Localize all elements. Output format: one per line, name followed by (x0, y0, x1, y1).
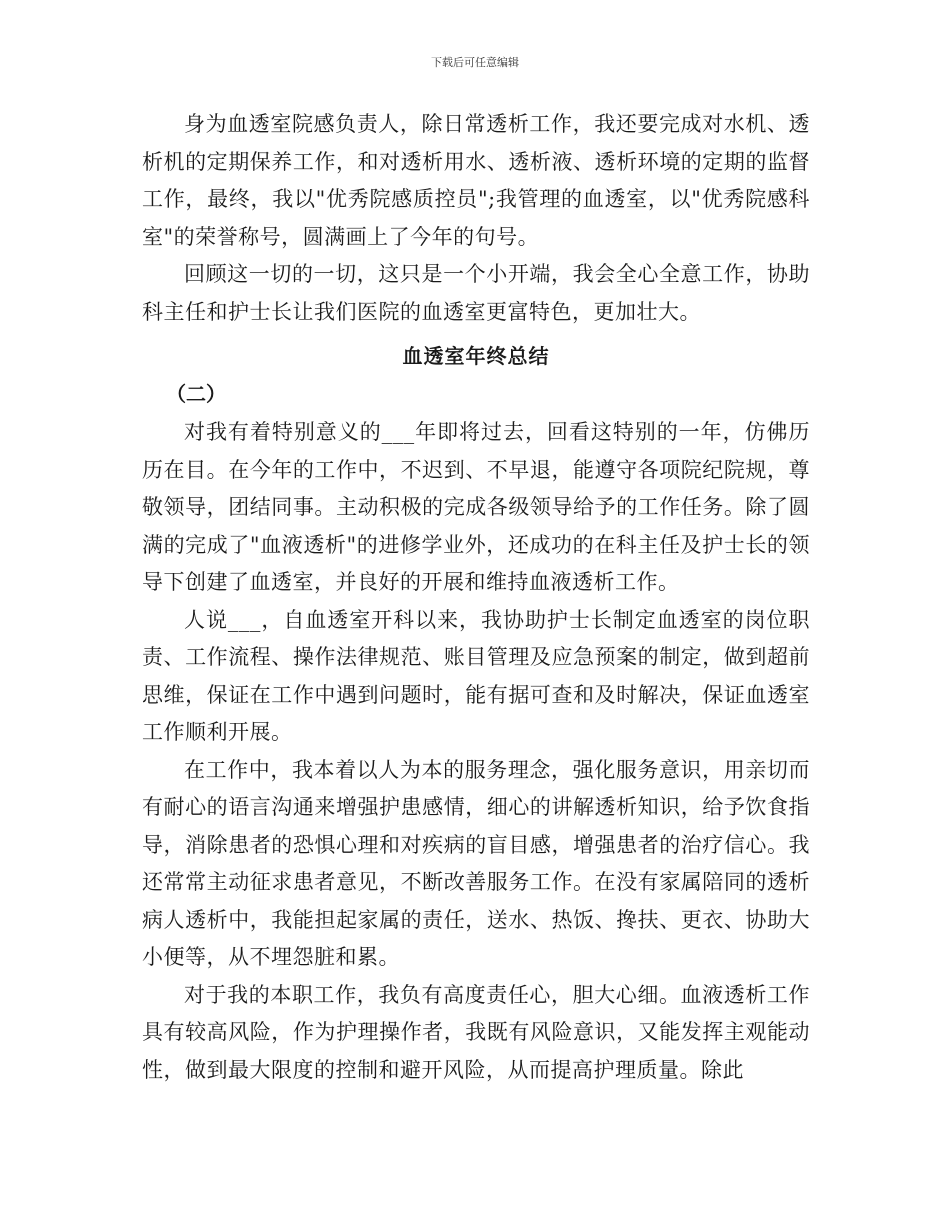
paragraph: 对于我的本职工作，我负有高度责任心，胆大心细。血液透析工作具有较高风险，作为护理操作者，我既有风险意识，又能发挥主观能动性，做到最大限度的控制和避开风险，从而提高护理质量。除此 (142, 982, 810, 1082)
paragraph: 人说___，自血透室开科以来，我协助护士长制定血透室的岗位职责、工作流程、操作法律规范、账目管理及应急预案的制定，做到超前思维，保证在工作中遇到问题时，能有据可查和及时解决，保证血透室工作顺利开展。 (142, 607, 810, 744)
header-note: 下载后可任意编辑 (431, 56, 519, 69)
paragraph: 在工作中，我本着以人为本的服务理念，强化服务意识，用亲切而有耐心的语言沟通来增强护患感情，细心的讲解透析知识，给予饮食指导，消除患者的恐惧心理和对疾病的盲目感，增强患者的治疗信心。我还常常主动征求患者意见，不断改善服务工作。在没有家属陪同的透析病人透析中，我能担起家属的责任，送水、热饭、搀扶、更衣、协助大小便等，从不埋怨脏和累。 (142, 757, 810, 969)
paragraph: 身为血透室院感负责人，除日常透析工作，我还要完成对水机、透析机的定期保养工作，和对透析用水、透析液、透析环境的定期的监督工作，最终，我以"优秀院感质控员";我管理的血透室，以"优秀院感科室"的荣誉称号，圆满画上了今年的句号。 (142, 112, 810, 249)
paragraph: 回顾这一切的一切，这只是一个小开端，我会全心全意工作，协助科主任和护士长让我们医院的血透室更富特色，更加壮大。 (142, 262, 810, 324)
paragraph: 对我有着特别意义的___年即将过去，回看这特别的一年，仿佛历历在目。在今年的工作中，不迟到、不早退，能遵守各项院纪院规，尊敬领导，团结同事。主动积极的完成各级领导给予的工作任务。除了圆满的完成了"血液透析"的进修学业外，还成功的在科主任及护士长的领导下创建了血透室，并良好的开展和维持血液透析工作。 (142, 420, 810, 594)
section-subtitle: （二） (166, 382, 226, 406)
section-title: 血透室年终总结 (402, 344, 550, 368)
document-body (142, 106, 810, 1089)
